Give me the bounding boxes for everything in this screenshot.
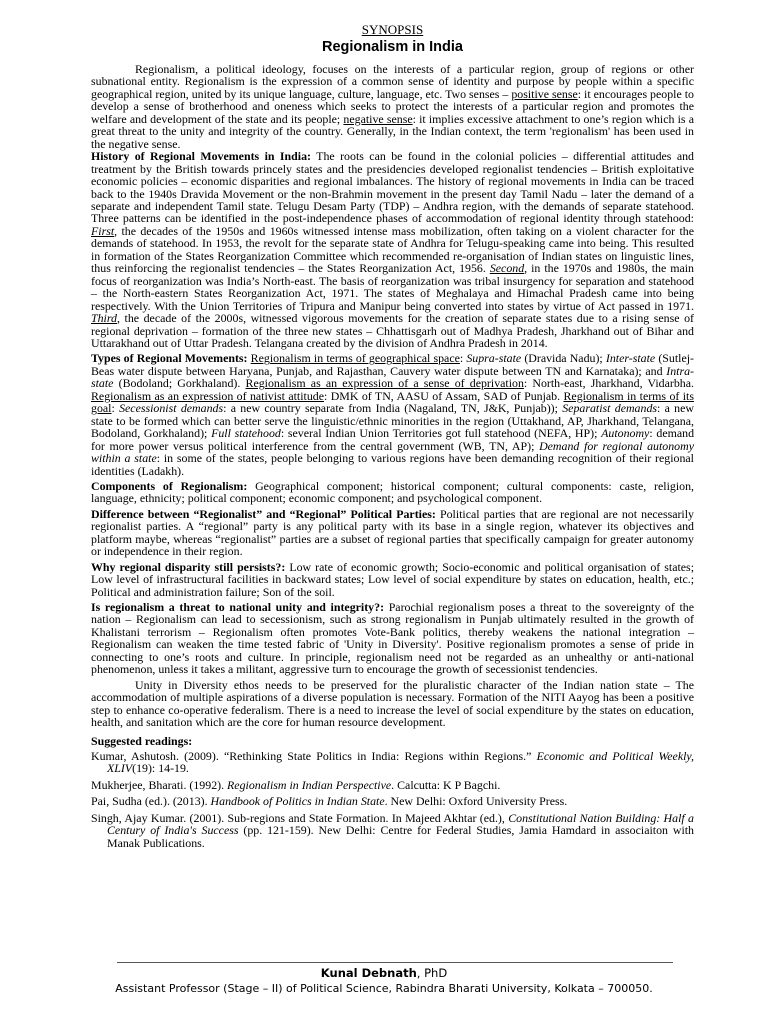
negative-sense-term: negative sense (343, 111, 413, 126)
conclusion-paragraph: Unity in Diversity ethos needs to be preserved for the pluralistic character of the Indian nation state – The accommodation of multiple aspirations of a diverse population is necessary. Formation of the NITI Aayog has been a positive step to enhance co-operative federalism. There is a need to increase the level of social expenditure by the states on education, health, and sanitation which are the core for human resource development. (91, 677, 694, 730)
reading-item: Singh, Ajay Kumar. (2001). Sub-regions and State Formation. In Majeed Akhtar (ed.), Constitutional Nation Building: Half a Century of India's Success (pp. 121-159). New Delhi: Centre for Federal Studies, Jamia Hamdard in associaiton with Manak Publications. (91, 810, 694, 850)
footer-divider (117, 962, 673, 963)
types-paragraph: Types of Regional Movements: Regionalism in terms of geographical space: Supra-state (Dravida Nadu); Inter-state (Sutlej-Beas water dispute between Haryana, Punjab, and Rajasthan, Cauvery water dispute between TN and Karnataka); and Intra-state (Bodoland; Gorkhaland). Regionalism as an expression of a sense of deprivation: North-east, Jharkhand, Vidarbha. Regionalism as an expression of nativist attitude: DMK of TN, AASU of Assam, SAD of Punjab. Regionalism in terms of its goal: Secessionist demands: a new country separate from India (Nagaland, TN, J&K, Punjab)); Separatist demands: a new state to be formed which can better serve the linguistic/ethnic minorities in the region (Uttakhand, AP, Jharkhand, Telangana, Bodoland, Gorkhaland); Full statehood: several Indian Union Territories got full statehood (NEFA, HP); Autonomy: demand for more power versus political interference from the central government (WB, TN, AP); Demand for regional autonomy within a state: in some of the states, people belonging to various regions have been demanding recognition of their regional identities (Ladakh). (91, 351, 695, 478)
history-paragraph: History of Regional Movements in India: The roots can be found in the colonial policies – differential attitudes and treatment by the British towards princely states and the presidencies developed regionalist tendencies – British exploitative economic policies – economic disparities and regional imbalances. The history of regional movements in India can be traced back to the 1940s Dravida Movement or the non-Brahmin movement in the present day Tamil Nadu – later the demand of a separate and independent Tamil state. Telugu Desam Party (TDP) – Andhra region, with the demands of separate statehood. Three patterns can be identified in the post-independence phases of accommodation of regional identity through statehood: First, the decades of the 1950s and 1960s witnessed intense mass mobilization, often taking on a violent character for the demands of statehood. In 1953, the revolt for the separate state of Andhra for Telugu-speaking came into being. This resulted in formation of the States Reorganization Committee which recommended re-organisation of Indian states on linguistic lines, thus reinforcing the regionalist tendencies – the States Reorganization Act, 1956. Second, in the 1970s and 1980s, the main focus of reorganization was India’s North-east. The basis of reorganization was tribal insurgency for separation and statehood – the North-eastern States Reorganization Act, 1971. The states of Meghalaya and Himachal Pradesh came into being respectively. With the Union Territories of Tripura and Manipur being converted into states by virtue of Act passed in 1971. Third, the decade of the 2000s, witnessed vigorous movements for the creation of separate states due to a rising sense of regional deprivation – formation of the three new states – Chhattisgarh out of Madhya Pradesh, Jharkhand out of Bihar and Uttarakhand out of Uttar Pradesh. Telangana created by the division of Andhra Pradesh in 2014. (91, 149, 694, 350)
components-heading: Components of Regionalism: (91, 478, 248, 493)
synopsis-label: SYNOPSIS (361, 22, 424, 37)
intro-paragraph: Regionalism, a political ideology, focuses on the interests of a particular region, group of regions or other subnational entity. Regionalism is the expression of a common sense of identity and purpose by people within a specific geographical region, united by its unique language, culture, language, etc. Two senses – positive sense: it encourages people to develop a sense of brotherhood and oneness which seeks to protect the interests of a particular region and promotes the welfare and development of the state and its people; negative sense: it implies excessive attachment to one’s region which is a great threat to the unity and integrity of the country. Generally, in the Indian context, the term 'regionalism' has been used in the negative sense. (91, 62, 694, 151)
threat-heading: Is regionalism a threat to national unity and integrity?: (91, 600, 385, 615)
third-term: Third (91, 311, 117, 326)
second-term: Second (489, 261, 525, 276)
author-degree: , PhD (416, 966, 448, 980)
reading-item: Mukherjee, Bharati. (1992). Regionalism in Indian Perspective. Calcutta: K P Bagchi. (91, 777, 501, 792)
threat-paragraph: Is regionalism a threat to national unity and integrity?: Parochial regionalism poses a threat to the sovereignty of the nation – Regionalism can lead to secessionism, such as strong regionalism in Punjab ultimately resulted in the growth of Khalistani terrorism – Regionalism often promotes Vote-Bank politics, thereby weakens the national integration – Regionalism can weaken the time tested fabric of 'Unity in Diversity'. Positive regionalism promotes a sense of pride in connecting to one’s roots and culture. In principle, regionalism need not be regarded as an unhealthy or anti-national phenomenon, unless it takes a militant, aggressive turn to encourage the growth of secessionist tendencies. (91, 600, 694, 677)
positive-sense-term: positive sense (511, 86, 578, 101)
difference-paragraph: Difference between “Regionalist” and “Regional” Political Parties: Political parties that are regional are not necessarily regionalist parties. A “regional” party is any political party with its base in a single region, whatever its objectives and platform maybe, whereas “regionalist” parties are a subset of regional parties that specifically campaign for greater autonomy or independence in their region. (91, 506, 694, 559)
reading-item: Kumar, Ashutosh. (2009). “Rethinking State Politics in India: Regions within Regions.” Economic and Political Weekly, XLIV(19): 14-19. (91, 749, 694, 776)
page-title: Regionalism in India (322, 39, 463, 55)
disparity-heading: Why regional disparity still persists?: (91, 559, 286, 574)
disparity-paragraph: Why regional disparity still persists?: Low rate of economic growth; Socio-economic and political organisation of states; Low level of infrastructural facilities in backward states; Low level of social expenditure by states on education, health, etc.; Political and administration failure; Son of the soil. (91, 559, 694, 599)
first-term: First (91, 223, 115, 238)
reading-item: Pai, Sudha (ed.). (2013). Handbook of Politics in Indian State. New Delhi: Oxford University Press. (91, 794, 568, 809)
author-affiliation: Assistant Professor (Stage – II) of Political Science, Rabindra Bharati University, Kolkata – 700050. (115, 982, 653, 995)
author-line (0, 966, 768, 980)
types-heading: Types of Regional Movements: (91, 351, 248, 366)
difference-heading: Difference between “Regionalist” and “Regional” Political Parties: (91, 506, 436, 521)
history-heading: History of Regional Movements in India: (91, 149, 311, 164)
author-name: Kunal Debnath (320, 966, 417, 980)
readings-heading: Suggested readings: (91, 733, 193, 748)
components-paragraph: Components of Regionalism: Geographical component; historical component; cultural components: caste, religion, language, ethnicity; political component; economic component; and psychological component. (91, 478, 694, 506)
